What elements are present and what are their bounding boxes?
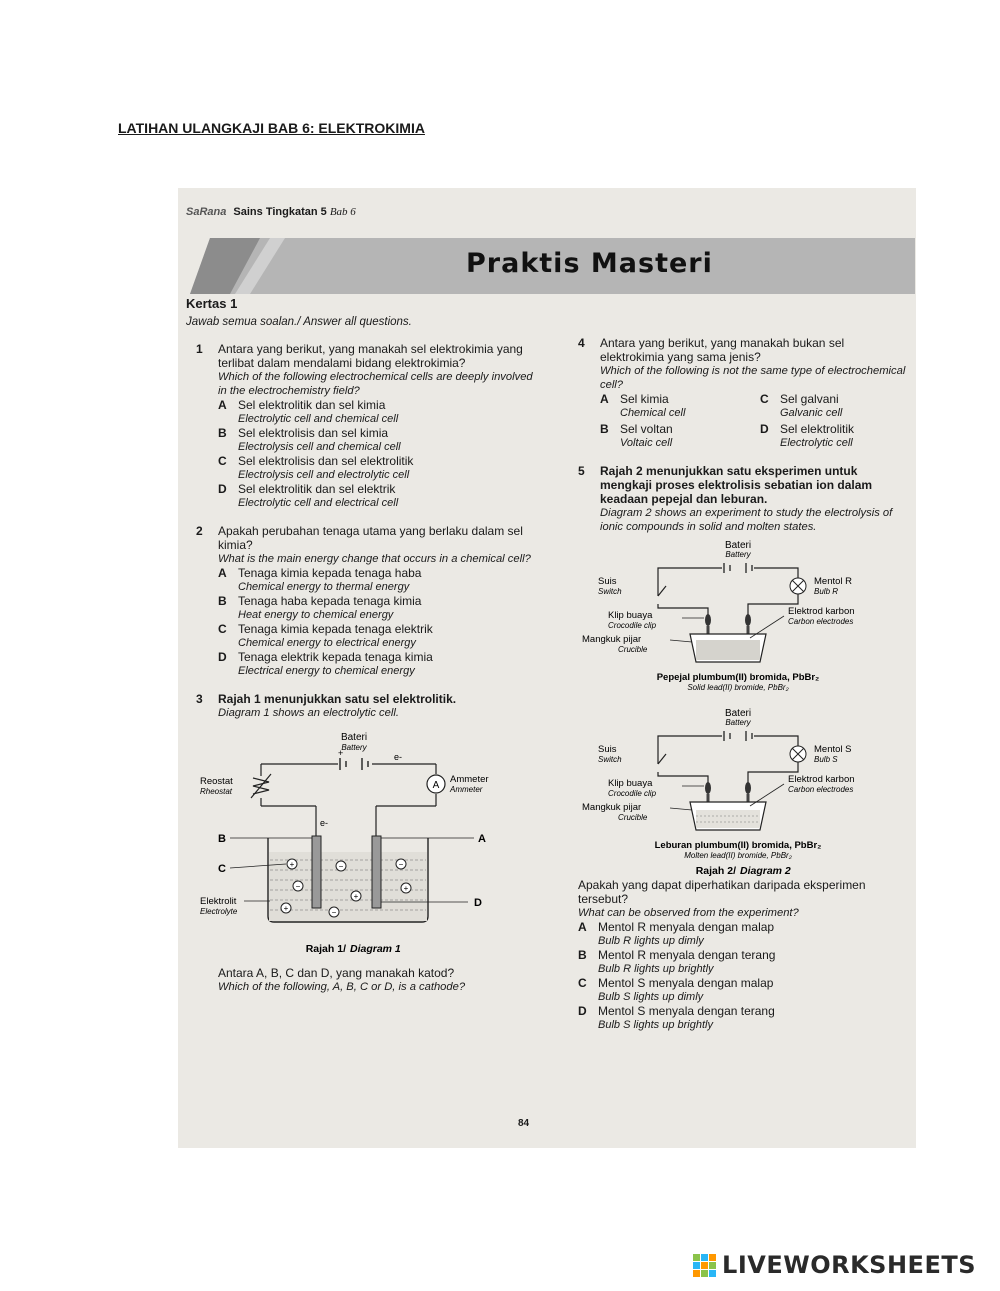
- svg-text:Elektrod karbon: Elektrod karbon: [788, 606, 855, 617]
- battery-icon: [340, 758, 368, 770]
- publisher-logo: SaRana: [186, 206, 227, 218]
- circuit-wires: [251, 764, 436, 836]
- svg-text:Diagram 2: Diagram 2: [740, 865, 791, 877]
- svg-text:Diagram 1: Diagram 1: [350, 943, 401, 955]
- ammeter-label: Ammeter: [450, 774, 489, 785]
- book-chapter: Bab 6: [329, 206, 356, 218]
- svg-text:Bulb R: Bulb R: [814, 587, 839, 596]
- question-number: 1: [196, 342, 203, 356]
- right-column: [578, 336, 908, 1046]
- question-text-en: Which of the following is not the same type of electrochemical cell?: [600, 365, 906, 391]
- svg-text:Suis: Suis: [598, 576, 617, 587]
- left-column: [196, 342, 536, 1008]
- question-3-ask-ms: Antara A, B, C dan D, yang manakah katod?: [218, 966, 455, 980]
- svg-text:Crocodile clip: Crocodile clip: [608, 621, 657, 630]
- electron-label: e-: [394, 752, 403, 762]
- banner-title: Praktis Masteri: [466, 248, 713, 279]
- label-a: A: [478, 833, 486, 845]
- liveworksheets-logo-icon: [693, 1254, 716, 1277]
- svg-text:+: +: [338, 748, 344, 758]
- svg-text:Leburan plumbum(II) bromida, P: Leburan plumbum(II) bromida, PbBr₂: [654, 840, 822, 851]
- question-number: 3: [196, 692, 203, 706]
- question-text-en: Diagram 2 shows an experiment to study the electrolysis of ionic compounds in solid and molten states.: [600, 507, 893, 533]
- question-5: [578, 464, 908, 1032]
- brand-name: LIVEWORKSHEETS: [722, 1251, 976, 1279]
- rheostat-label: Reostat: [200, 776, 233, 787]
- svg-text:Switch: Switch: [598, 755, 622, 764]
- question-text-ms: Apakah perubahan tenaga utama yang berlaku dalam sel kimia?: [218, 524, 523, 552]
- electron-label: e-: [320, 818, 329, 828]
- svg-text:+: +: [289, 860, 295, 869]
- option-d[interactable]: D Sel elektrolitik Electrolytic cell: [760, 422, 855, 449]
- svg-text:Molten lead(II) bromide, PbBr₂: Molten lead(II) bromide, PbBr₂: [684, 851, 792, 860]
- battery-label: Bateri: [340, 732, 368, 743]
- option-d[interactable]: D Tenaga elektrik kepada tenaga kimia Electrical energy to chemical energy: [218, 650, 433, 677]
- svg-text:Mangkuk pijar: Mangkuk pijar: [582, 634, 642, 645]
- svg-text:Battery: Battery: [725, 718, 751, 727]
- option-d[interactable]: D Mentol S menyala dengan terang Bulb S lights up brightly: [578, 1004, 775, 1031]
- svg-text:−: −: [398, 860, 404, 869]
- electrolyte-label: Elektrolit: [200, 896, 237, 907]
- svg-text:Klip buaya: Klip buaya: [608, 610, 653, 621]
- diagram-2-caption: Rajah 2/: [695, 865, 736, 877]
- setup-solid: [582, 540, 855, 692]
- option-c[interactable]: C Sel galvani Galvanic cell: [760, 392, 843, 419]
- svg-text:Bateri: Bateri: [724, 540, 752, 551]
- question-3: [196, 692, 536, 994]
- question-2: [196, 524, 536, 678]
- option-b[interactable]: B Tenaga haba kepada tenaga kimia Heat energy to chemical energy: [218, 594, 422, 621]
- question-text-ms: Rajah 2 menunjukkan satu eksperimen untuk mengkaji proses elektrolisis sebatian ion dalam keadaan pepejal dan leburan.: [600, 464, 873, 506]
- question-4: [578, 336, 908, 450]
- scanned-page: [178, 188, 916, 1148]
- question-number: 2: [196, 524, 203, 538]
- options-grid: [600, 392, 908, 450]
- option-a[interactable]: A Sel elektrolitik dan sel kimia Electrolytic cell and chemical cell: [218, 398, 399, 425]
- diagram-1-caption: Rajah 1/: [305, 943, 346, 955]
- question-5-ask-ms: Apakah yang dapat diperhatikan daripada eksperimen tersebut?: [578, 878, 866, 906]
- question-number: 4: [578, 336, 585, 350]
- svg-text:Rheostat: Rheostat: [200, 787, 233, 796]
- question-text-ms: Antara yang berikut, yang manakah bukan sel elektrokimia yang sama jenis?: [600, 336, 845, 364]
- svg-text:Crocodile clip: Crocodile clip: [608, 789, 657, 798]
- label-c: C: [218, 863, 226, 875]
- svg-text:−: −: [331, 908, 337, 917]
- book-subject: Sains Tingkatan 5: [233, 206, 327, 218]
- svg-text:+: +: [283, 904, 289, 913]
- option-b[interactable]: B Sel voltan Voltaic cell: [600, 422, 673, 449]
- liveworksheets-brand[interactable]: [693, 1251, 976, 1279]
- label-d: D: [474, 897, 482, 909]
- book-header: [186, 206, 356, 218]
- svg-text:Crucible: Crucible: [618, 813, 648, 822]
- svg-text:Suis: Suis: [598, 744, 617, 755]
- svg-text:Pepejal plumbum(II) bromida, P: Pepejal plumbum(II) bromida, PbBr₂: [656, 672, 820, 683]
- option-d[interactable]: D Sel elektrolitik dan sel elektrik Electrolytic cell and electrical cell: [218, 482, 399, 509]
- option-b[interactable]: B Mentol R menyala dengan terang Bulb R lights up brightly: [578, 948, 776, 975]
- question-text-ms: Rajah 1 menunjukkan satu sel elektrolitik.: [218, 692, 457, 706]
- svg-text:Crucible: Crucible: [618, 645, 648, 654]
- setup-molten: [582, 708, 855, 877]
- svg-text:A: A: [432, 780, 440, 791]
- question-number: 5: [578, 464, 585, 478]
- question-5-ask-en: What can be observed from the experiment?: [578, 907, 799, 919]
- option-a[interactable]: A Mentol R menyala dengan malap Bulb R lights up dimly: [578, 920, 775, 947]
- question-text-en: What is the main energy change that occurs in a chemical cell?: [218, 553, 531, 565]
- diagram-2-electrolysis-setup: [578, 538, 908, 878]
- option-a[interactable]: A Tenaga kimia kepada tenaga haba Chemical energy to thermal energy: [218, 566, 422, 593]
- svg-text:Electrolyte: Electrolyte: [200, 907, 238, 916]
- svg-text:+: +: [353, 892, 359, 901]
- option-c[interactable]: C Sel elektrolisis dan sel elektrolitik Electrolysis cell and electrolytic cell: [218, 454, 414, 481]
- svg-text:+: +: [403, 884, 409, 893]
- svg-text:Bulb S: Bulb S: [814, 755, 838, 764]
- electrode-left: [312, 836, 321, 908]
- svg-text:Mentol S: Mentol S: [814, 744, 852, 755]
- electrode-right: [372, 836, 381, 908]
- question-text-en: Diagram 1 shows an electrolytic cell.: [218, 707, 399, 719]
- diagram-1-electrolytic-cell: [196, 726, 536, 966]
- svg-text:Carbon electrodes: Carbon electrodes: [788, 785, 854, 794]
- worksheet-title: LATIHAN ULANGKAJI BAB 6: ELEKTROKIMIA: [118, 120, 425, 136]
- svg-text:Klip buaya: Klip buaya: [608, 778, 653, 789]
- svg-text:−: −: [295, 882, 301, 891]
- svg-text:Switch: Switch: [598, 587, 622, 596]
- question-text-ms: Antara yang berikut, yang manakah sel elektrokimia yang terlibat dalam mendalami bidang elektrokimia?: [218, 342, 523, 370]
- svg-text:−: −: [338, 862, 344, 871]
- question-1: [196, 342, 536, 510]
- option-b[interactable]: B Sel elektrolisis dan sel kimia Electrolysis cell and chemical cell: [218, 426, 401, 453]
- svg-text:Solid lead(II) bromide, PbBr₂: Solid lead(II) bromide, PbBr₂: [687, 683, 789, 692]
- svg-text:Battery: Battery: [725, 550, 751, 559]
- option-c[interactable]: C Tenaga kimia kepada tenaga elektrik Chemical energy to electrical energy: [218, 622, 433, 649]
- instruction: Jawab semua soalan./ Answer all questions.: [186, 316, 412, 328]
- question-text-en: Which of the following electrochemical cells are deeply involved in the electrochemistry field?: [218, 371, 533, 397]
- svg-text:Mentol R: Mentol R: [814, 576, 853, 587]
- svg-text:Elektrod karbon: Elektrod karbon: [788, 774, 855, 785]
- label-b: B: [218, 833, 226, 845]
- paper-label: Kertas 1: [186, 296, 238, 311]
- page-number: 84: [518, 1118, 530, 1129]
- svg-text:Bateri: Bateri: [724, 708, 752, 719]
- svg-text:Carbon electrodes: Carbon electrodes: [788, 617, 854, 626]
- question-3-ask-en: Which of the following, A, B, C or D, is a cathode?: [218, 981, 466, 993]
- option-a[interactable]: A Sel kimia Chemical cell: [600, 392, 686, 419]
- svg-text:Mangkuk pijar: Mangkuk pijar: [582, 802, 642, 813]
- option-c[interactable]: C Mentol S menyala dengan malap Bulb S lights up dimly: [578, 976, 774, 1003]
- svg-text:Ammeter: Ammeter: [450, 785, 483, 794]
- battery-label-en: Battery: [341, 743, 367, 752]
